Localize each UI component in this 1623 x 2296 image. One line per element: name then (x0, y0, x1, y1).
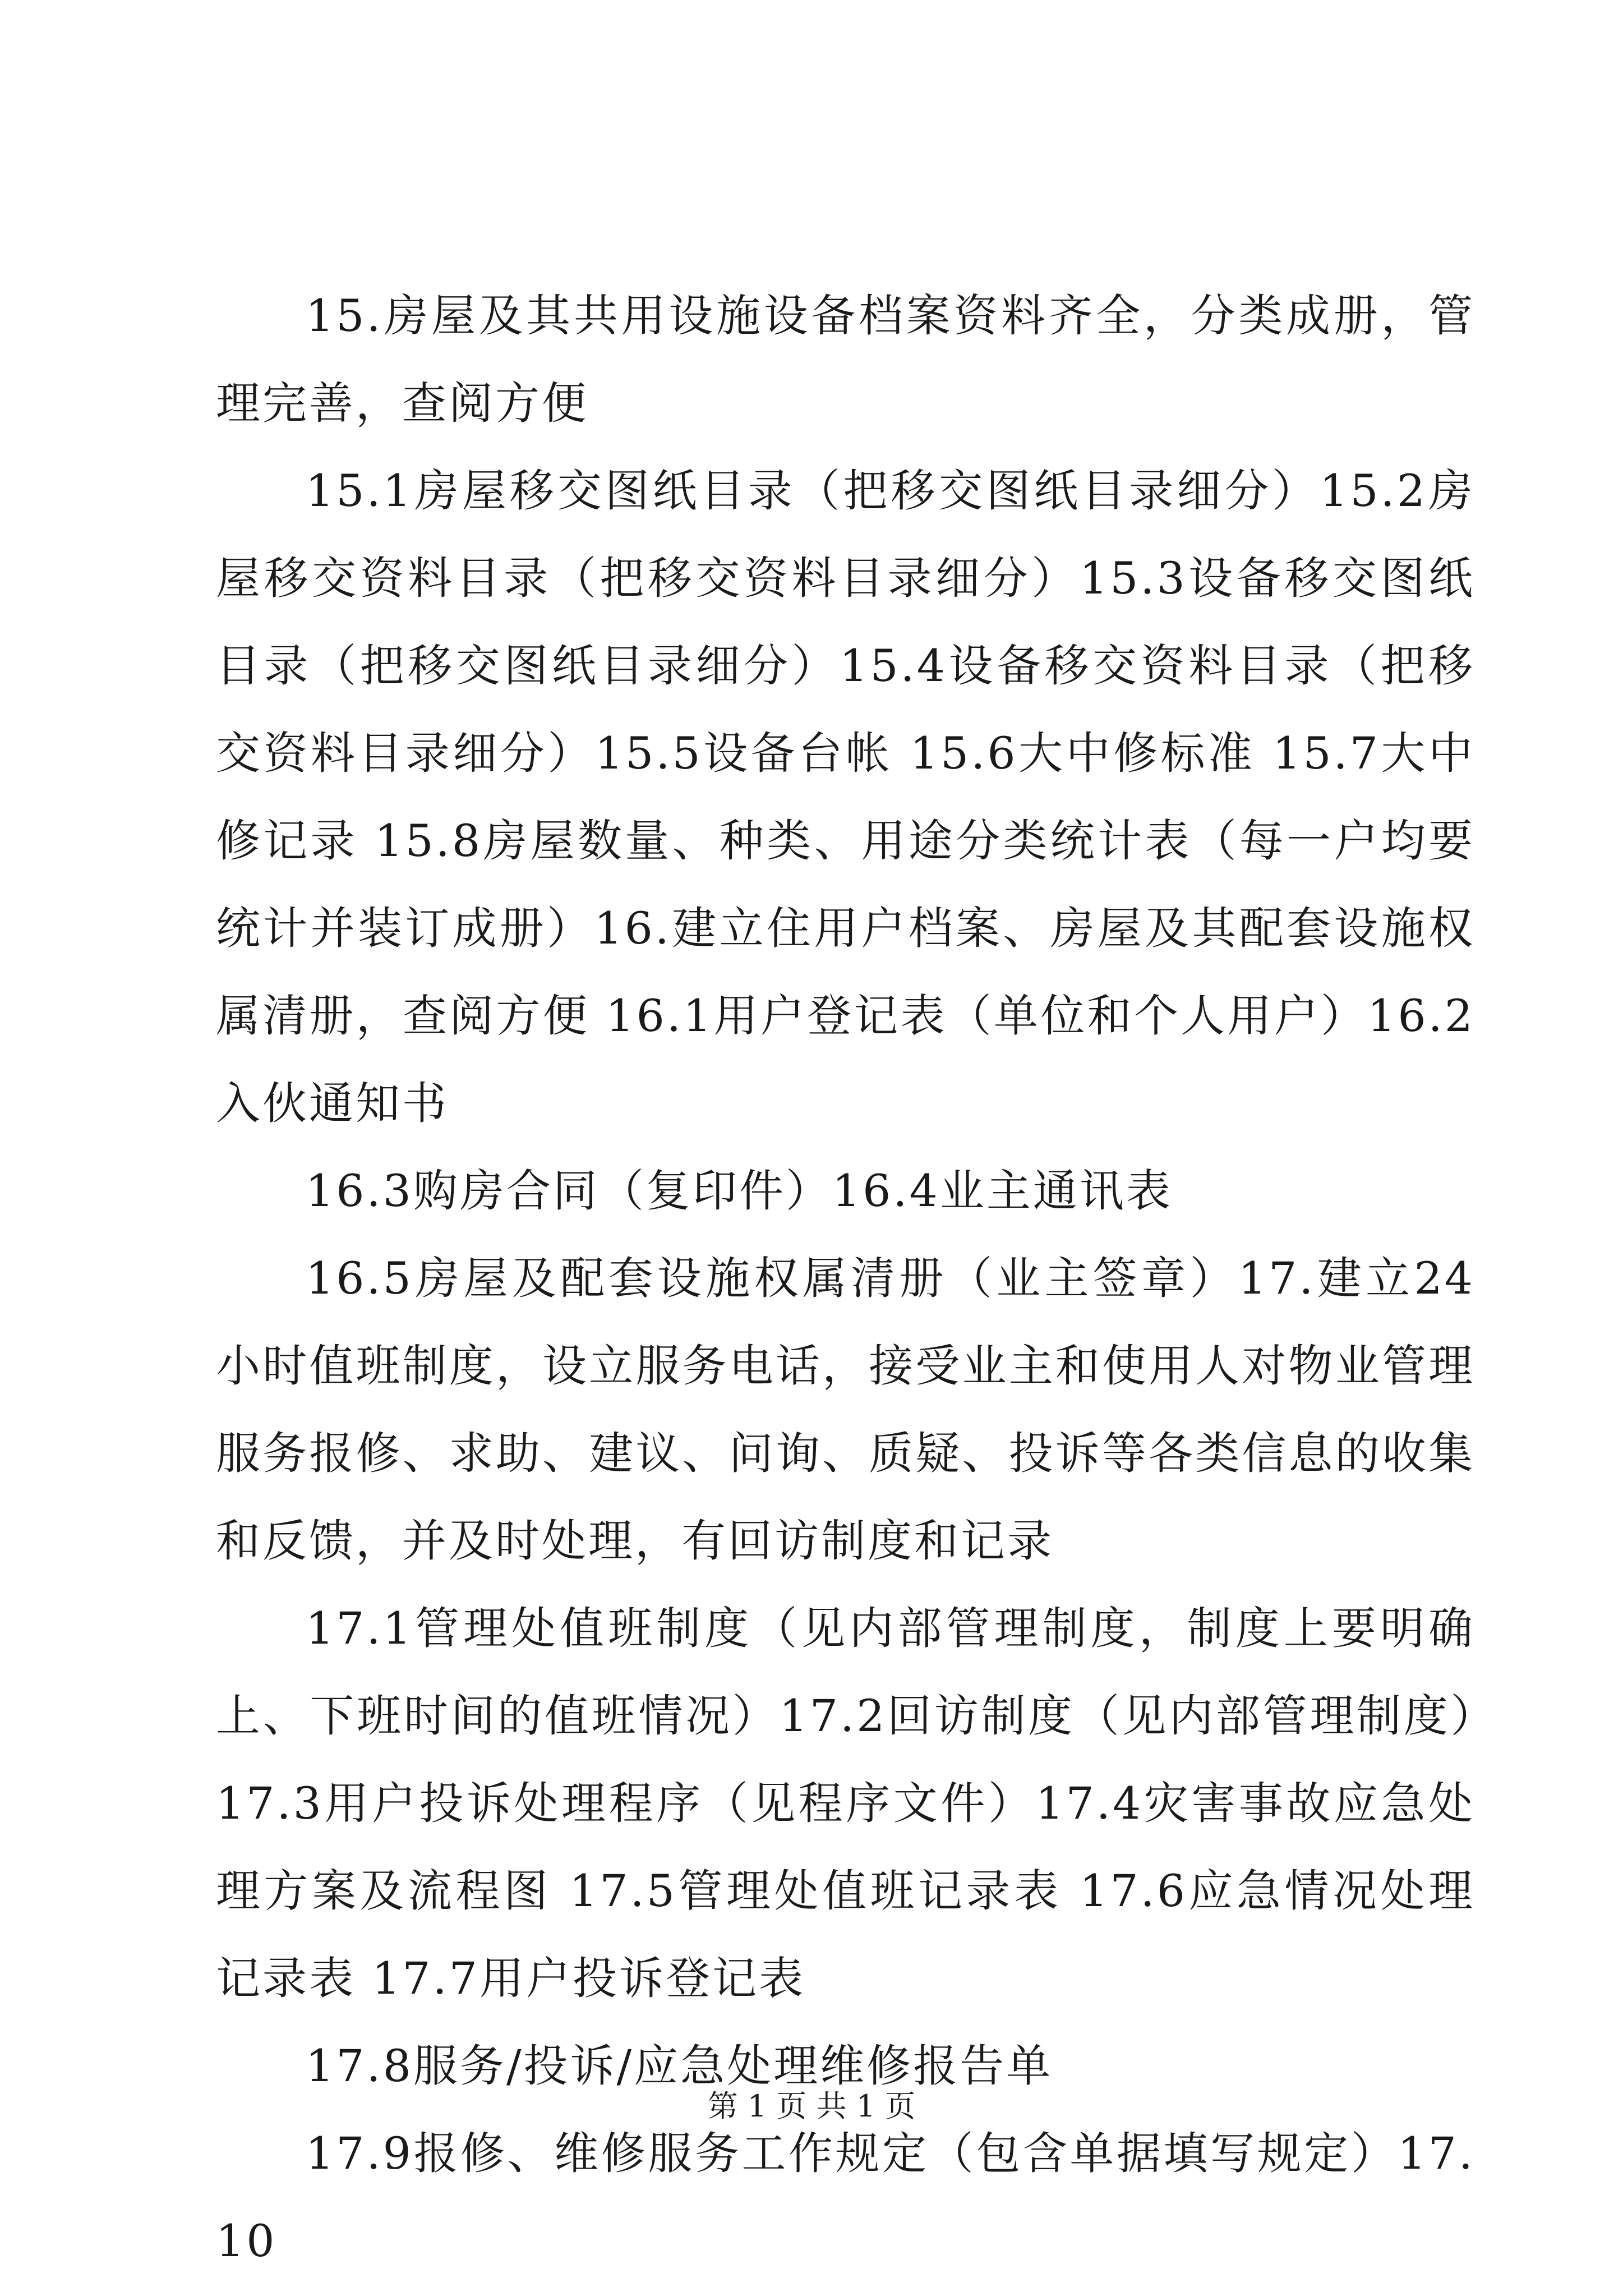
paragraph: 17.9报修、维修服务工作规定（包含单据填写规定）17.10 (216, 2128, 1475, 2267)
paragraph: 15.1房屋移交图纸目录（把移交图纸目录细分）15.2房屋移交资料目录（把移交资料目录细分）15.3设备移交图纸目录（把移交图纸目录细分）15.4设备移交资料目录（把移交资料目录细分）15.5设备台帐 15.6大中修标准 15.7大中修记录 15.8房屋数量、种类、用途分类统计表（每一户均要统计并装订成册）16.建立住用户档案、房屋及其配套设施权属清册，查阅方便 16.1用户登记表（单位和个人用户）16.2入伙通知书 (216, 465, 1475, 1129)
paragraph: 16.5房屋及配套设施权属清册（业主签章）17.建立24小时值班制度，设立服务电话，接受业主和使用人对物业管理服务报修、求助、建议、问询、质疑、投诉等各类信息的收集和反馈，并及时处理，有回访制度和记录 (216, 1253, 1475, 1567)
paragraph: 17.8服务/投诉/应急处理维修报告单 (306, 2040, 1053, 2092)
document-body (216, 272, 1475, 2285)
page-number-footer: 第 1 页 共 1 页 (707, 2088, 916, 2124)
paragraph: 16.3购房合同（复印件）16.4业主通讯表 (306, 1165, 1173, 1217)
paragraph: 17.1管理处值班制度（见内部管理制度，制度上要明确上、下班时间的值班情况）17.2回访制度（见内部管理制度）17.3用户投诉处理程序（见程序文件）17.4灾害事故应急处理方案及流程图 17.5管理处值班记录表 17.6应急情况处理记录表 17.7用户投诉登记表 (216, 1603, 1475, 2004)
paragraph: 15.房屋及其共用设施设备档案资料齐全，分类成册，管理完善，查阅方便 (216, 290, 1475, 429)
